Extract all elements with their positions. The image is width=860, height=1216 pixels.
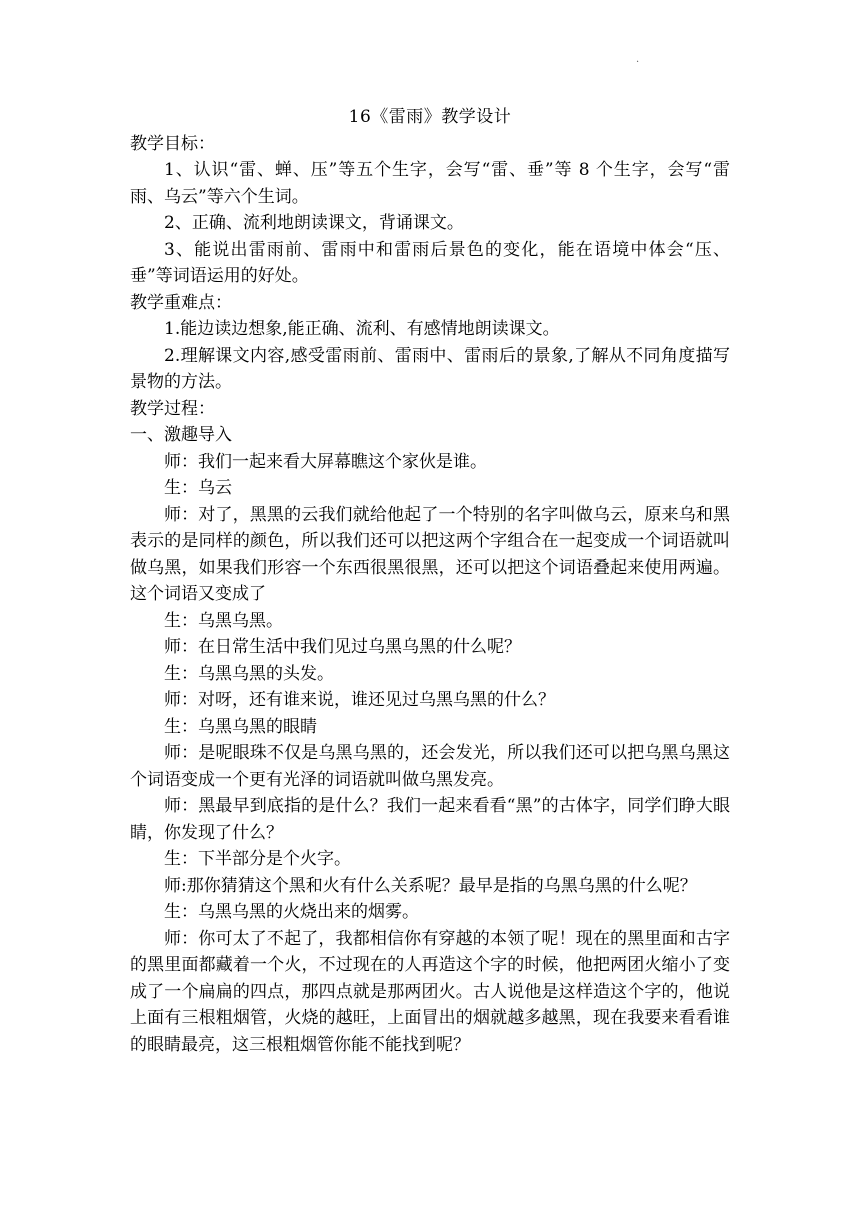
key-point-item: 2.理解课文内容,感受雷雨前、雷雨中、雷雨后的景象,了解从不同角度描写景物的方法。 [130, 345, 730, 392]
document-title: 16《雷雨》教学设计 [348, 107, 512, 127]
section-objectives [130, 131, 730, 290]
section-introduction [130, 422, 730, 1058]
dialogue-line: 师：我们一起来看大屏幕瞧这个家伙是谁。 [164, 451, 487, 472]
section-heading: 一、激趣导入 [130, 425, 232, 445]
dialogue-line: 师:那你猜猜这个黑和火有什么关系呢？最早是指的乌黑乌黑的什么呢？ [164, 875, 697, 896]
dialogue-line: 生：下半部分是个火字。 [164, 849, 351, 869]
dialogue-line: 生：乌云 [164, 478, 232, 498]
section-process [130, 396, 730, 423]
section-heading: 教学目标： [130, 133, 215, 154]
section-key-points [130, 290, 730, 396]
dialogue-line: 生：乌黑乌黑。 [164, 610, 283, 631]
dialogue-line: 师：对了，黑黑的云我们就给他起了一个特别的名字叫做乌云，原来乌和黑表示的是同样的颜色，所以我们还可以把这两个字组合在一起变成一个词语就叫做乌黑，如果我们形容一个东西很黑很黑，还可以把这个词语叠起来使用两遍。这个词语又变成了 [130, 504, 730, 604]
section-heading: 教学过程： [130, 398, 215, 419]
dialogue-line: 师：是呢眼珠不仅是乌黑乌黑的，还会发光，所以我们还可以把乌黑乌黑这个词语变成一个更有光泽的词语就叫做乌黑发亮。 [130, 743, 730, 790]
dialogue-line: 生：乌黑乌黑的火烧出来的烟雾。 [164, 902, 419, 922]
dialogue-line: 生：乌黑乌黑的眼睛 [164, 716, 317, 737]
objective-item: 2、正确、流利地朗读课文，背诵课文。 [164, 213, 464, 233]
dialogue-line: 师：对呀，还有谁来说，谁还见过乌黑乌黑的什么？ [164, 690, 555, 710]
dialogue-line: 师：黑最早到底指的是什么？我们一起来看看“黑”的古体字，同学们睁大眼睛，你发现了什么？ [130, 796, 730, 843]
objective-item: 1、认识“雷、蝉、压”等五个生字，会写“雷、垂”等 8 个生字，会写“雷雨、乌云”等六个生词。 [130, 160, 730, 207]
dialogue-line: 生：乌黑乌黑的头发。 [164, 663, 334, 684]
key-point-item: 1.能边读边想象,能正确、流利、有感情地朗读课文。 [164, 319, 560, 339]
dialogue-line: 师：在日常生活中我们见过乌黑乌黑的什么呢？ [164, 637, 521, 657]
corner-dot-mark: · [636, 57, 640, 68]
dialogue-line: 师：你可太了不起了，我都相信你有穿越的本领了呢！现在的黑里面和古字的黑里面都藏着一个火，不过现在的人再造这个字的时候，他把两团火缩小了变成了一个扁扁的四点，那四点就是那两团火。古人说他是这样造这个字的，他说上面有三根粗烟管，火烧的越旺，上面冒出的烟就越多越黑，现在我要来看看谁的眼睛最亮，这三根粗烟管你能不能找到呢？ [130, 928, 730, 1055]
document-page [130, 104, 730, 1058]
section-heading: 教学重难点： [130, 292, 232, 313]
objective-item: 3、能说出雷雨前、雷雨中和雷雨后景色的变化，能在语境中体会“压、垂”等词语运用的好处。 [130, 239, 730, 286]
